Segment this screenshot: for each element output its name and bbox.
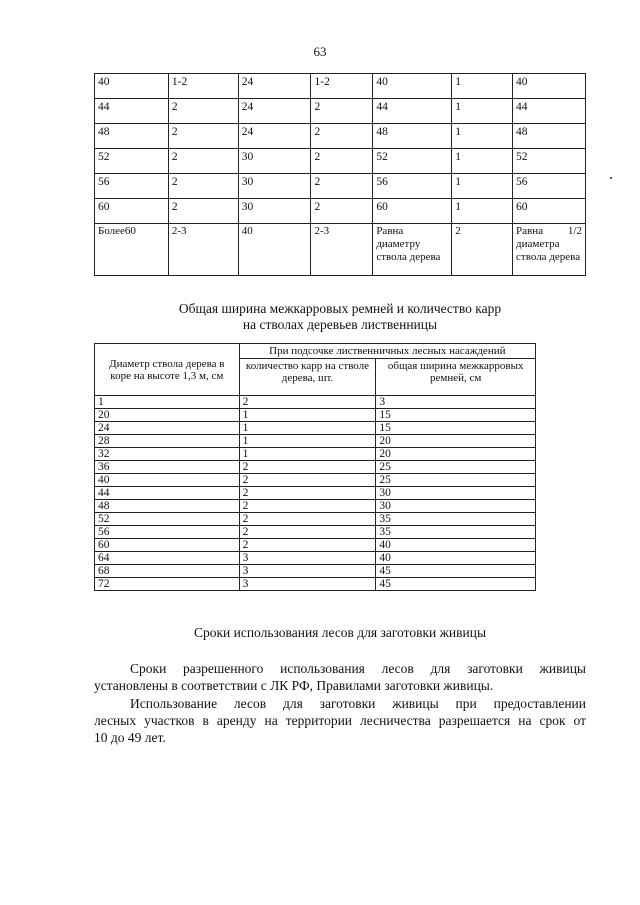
table-cell: 2 (311, 124, 373, 149)
table-row (95, 526, 536, 539)
table-cell: 44 (95, 99, 169, 124)
table-cell: 48 (95, 124, 169, 149)
table-cell: 1-2 (168, 74, 238, 99)
table-cell: 30 (376, 500, 536, 513)
table-row (95, 513, 536, 526)
table-cell: 2 (168, 199, 238, 224)
table-cell: Равна диаметру ствола дерева (373, 224, 452, 276)
table-cell: 56 (95, 174, 169, 199)
paragraph-lease (94, 695, 586, 746)
table-cell: 3 (239, 552, 376, 565)
table-cell: 45 (376, 578, 536, 591)
table-row (95, 422, 536, 435)
table-cell: 35 (376, 513, 536, 526)
table-cell: 40 (376, 552, 536, 565)
table-cell: 20 (376, 448, 536, 461)
table-cell: 60 (95, 539, 240, 552)
table-cell: 2 (311, 149, 373, 174)
table-row (95, 461, 536, 474)
table-cell: 40 (95, 74, 169, 99)
table-cell: 60 (95, 199, 169, 224)
page-number: 63 (313, 44, 327, 59)
table-cell: 72 (95, 578, 240, 591)
table-cell: 2 (311, 174, 373, 199)
table-cell: 68 (95, 565, 240, 578)
table-cell: 20 (95, 409, 240, 422)
table-row (95, 578, 536, 591)
table-row (95, 74, 586, 99)
table-cell: 15 (376, 409, 536, 422)
table-cell: 1 (239, 409, 376, 422)
table-cell: 45 (376, 565, 536, 578)
table2-title-line1: Общая ширина межкарровых ремней и количество карр (178, 301, 502, 316)
table-cell: 3 (376, 396, 536, 409)
table-cell: 24 (238, 74, 311, 99)
table-cell: 48 (95, 500, 240, 513)
table-cell: 2 (239, 513, 376, 526)
table-cell: 44 (373, 99, 452, 124)
table-cell: 48 (373, 124, 452, 149)
paragraph-lease-line2: лесных участков в аренду на территории лесничества разрешается на срок от (94, 713, 586, 728)
table-cell: 52 (513, 149, 586, 174)
table-cell: 32 (95, 448, 240, 461)
table-row (95, 474, 536, 487)
table-cell: 20 (376, 435, 536, 448)
table-cell: 2 (239, 487, 376, 500)
table-cell: 25 (376, 461, 536, 474)
table-cell: 15 (376, 422, 536, 435)
col-header-belt-width: общая ширина межкарровых ремней, см (376, 359, 536, 396)
table-cell: 2 (168, 124, 238, 149)
table-cell: 1 (452, 99, 513, 124)
table-carr-norms-continued (94, 73, 586, 276)
table-cell: 2 (239, 500, 376, 513)
table-cell: 28 (95, 435, 240, 448)
table-cell: 30 (238, 199, 311, 224)
table-cell: 1 (452, 74, 513, 99)
paragraph-terms-line2: установлены в соответствии с ЛК РФ, Правилами заготовки живицы. (94, 678, 494, 693)
table-cell: 1 (452, 149, 513, 174)
table-row (95, 174, 586, 199)
table-row (95, 448, 536, 461)
table2-title (94, 301, 586, 333)
table-cell: 1 (239, 448, 376, 461)
table-row (95, 396, 536, 409)
table-cell: 2-3 (168, 224, 238, 276)
table-cell: 2 (239, 526, 376, 539)
table-row (95, 487, 536, 500)
paragraph-terms-line1: Сроки разрешенного использования лесов для заготовки живицы (130, 661, 586, 676)
table-larch-belts (94, 343, 536, 591)
table-cell: 2 (452, 224, 513, 276)
table-cell: 40 (373, 74, 452, 99)
table-cell: 24 (238, 99, 311, 124)
paragraph-lease-line1: Использование лесов для заготовки живицы при предоставлении (130, 696, 586, 711)
table-cell: 60 (513, 199, 586, 224)
table-cell: 52 (95, 513, 240, 526)
table-row (95, 149, 586, 174)
group-header-larch: При подсочке лиственничных лесных насаждений (239, 344, 535, 359)
table-cell: 24 (238, 124, 311, 149)
table-cell: 1 (452, 124, 513, 149)
table-row (95, 409, 536, 422)
table-cell: 40 (376, 539, 536, 552)
table-cell: 64 (95, 552, 240, 565)
table-cell: 3 (239, 565, 376, 578)
table-cell: 2 (168, 99, 238, 124)
col-header-carr-count: количество карр на стволе дерева, шт. (239, 359, 376, 396)
table-cell: 1-2 (311, 74, 373, 99)
table-cell: 36 (95, 461, 240, 474)
table-cell: 56 (513, 174, 586, 199)
table-cell: Равна 1/2 диаметра ствола дерева (513, 224, 586, 276)
table-cell: 30 (238, 174, 311, 199)
table-cell: 44 (513, 99, 586, 124)
table-cell: Более60 (95, 224, 169, 276)
table-cell: 2 (239, 539, 376, 552)
table-cell: 1 (452, 174, 513, 199)
table-cell: 2 (239, 474, 376, 487)
table-cell: 1 (239, 435, 376, 448)
table-cell: 2 (168, 174, 238, 199)
table-row (95, 500, 536, 513)
paragraph-lease-line3: 10 до 49 лет. (94, 730, 166, 745)
table-cell: 2 (239, 461, 376, 474)
table-cell: 40 (513, 74, 586, 99)
table-cell: 2 (311, 199, 373, 224)
paragraph-terms (94, 660, 586, 694)
table-cell: 24 (95, 422, 240, 435)
table-cell: 40 (238, 224, 311, 276)
table-row (95, 224, 586, 276)
table-cell: 56 (373, 174, 452, 199)
table-cell: 1 (95, 396, 240, 409)
table2-title-line2: на стволах деревьев лиственницы (242, 317, 438, 332)
table-cell: 60 (373, 199, 452, 224)
table-cell: 30 (376, 487, 536, 500)
table-cell: 2 (311, 99, 373, 124)
table-row (95, 435, 536, 448)
table-row (95, 552, 536, 565)
table-cell: 3 (239, 578, 376, 591)
table-cell: 25 (376, 474, 536, 487)
table-row (95, 124, 586, 149)
table-cell: 2 (168, 149, 238, 174)
table-cell: 40 (95, 474, 240, 487)
table-row (95, 199, 586, 224)
table-cell: 1 (239, 422, 376, 435)
section-heading-terms: Сроки использования лесов для заготовки живицы (193, 625, 487, 640)
table-row (95, 99, 586, 124)
table-cell: 52 (373, 149, 452, 174)
table-cell: 30 (238, 149, 311, 174)
table-cell: 48 (513, 124, 586, 149)
table-cell: 35 (376, 526, 536, 539)
scan-speck (610, 177, 612, 179)
table-row (95, 565, 536, 578)
table-cell: 2-3 (311, 224, 373, 276)
table-cell: 56 (95, 526, 240, 539)
table-cell: 1 (452, 199, 513, 224)
col-header-diameter: Диаметр ствола дерева в коре на высоте 1,3 м, см (95, 344, 240, 396)
table-row (95, 539, 536, 552)
table-cell: 44 (95, 487, 240, 500)
table-cell: 2 (239, 396, 376, 409)
table-cell: 52 (95, 149, 169, 174)
